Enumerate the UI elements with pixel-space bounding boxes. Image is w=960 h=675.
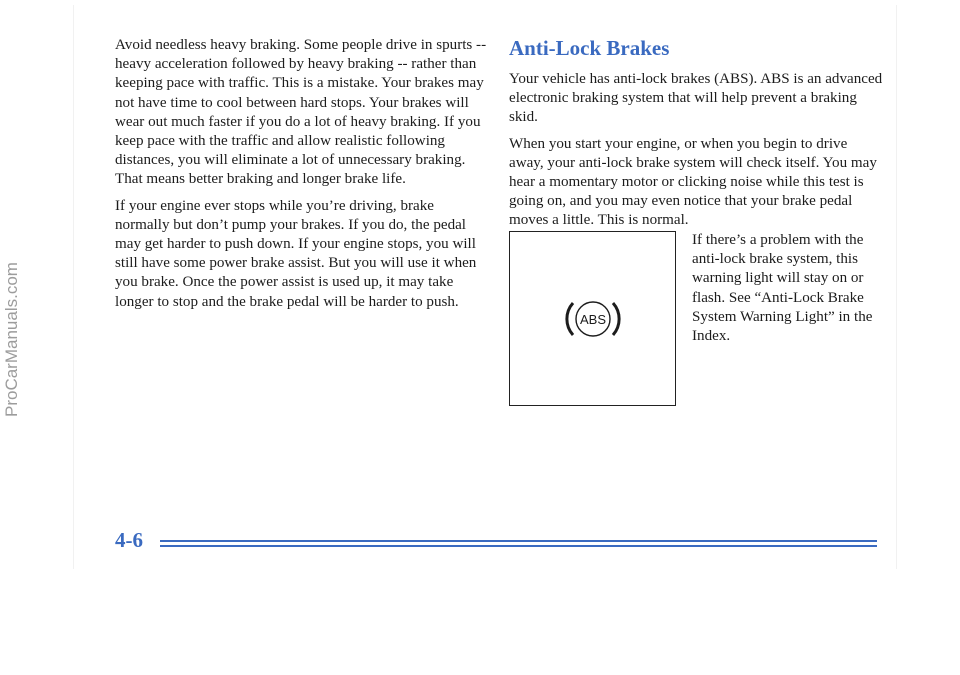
paragraph-heavy-braking: Avoid needless heavy braking. Some people drive in spurts -- heavy acceleration followed by heavy braking -- rather than keeping pace with traffic. This is a mistake. Your brakes may not have time to cool between hard stops. Your brakes will wear out much faster if you do a lot of heavy braking. If you keep pace with the traffic and allow realistic following distances, you will eliminate a lot of unnecessary braking. That means better braking and longer brake life.	[115, 37, 487, 188]
footer-rule-top	[160, 540, 877, 542]
paragraph-abs-selfcheck: When you start your engine, or when you begin to drive away, your anti-lock brake system will check itself. You may hear a momentary motor or clicking noise while this test is going on, and you may even notice that your brake pedal moves a little. This is normal.	[509, 135, 877, 229]
right-column	[509, 36, 883, 238]
paragraph-engine-stops: If your engine ever stops while you’re driving, brake normally but don’t pump your brakes. If you do, the pedal may get harder to push down. If your engine stops, you will still have some power brake assist. But you will use it when you brake. Once the power assist is used up, it may take longer to stop and the brake pedal will be harder to push.	[115, 197, 477, 310]
abs-warning-description	[692, 231, 882, 346]
left-column	[115, 36, 487, 319]
abs-warning-icon	[561, 290, 625, 348]
watermark: ProCarManuals.com	[2, 262, 21, 418]
abs-symbol-text: ABS	[579, 311, 606, 327]
section-heading: Anti-Lock Brakes	[509, 36, 670, 60]
abs-warning-light-box	[509, 231, 676, 406]
paragraph-abs-intro: Your vehicle has anti-lock brakes (ABS). ABS is an advanced electronic braking system that will help prevent a braking skid.	[509, 71, 883, 126]
abs-warning-paragraph: If there’s a problem with the anti-lock brake system, this warning light will stay on or flash. See “Anti-Lock Brake System Warning Light” in the Index.	[692, 232, 873, 345]
page-number: 4-6	[115, 528, 143, 552]
footer-rule-bottom	[160, 545, 877, 547]
